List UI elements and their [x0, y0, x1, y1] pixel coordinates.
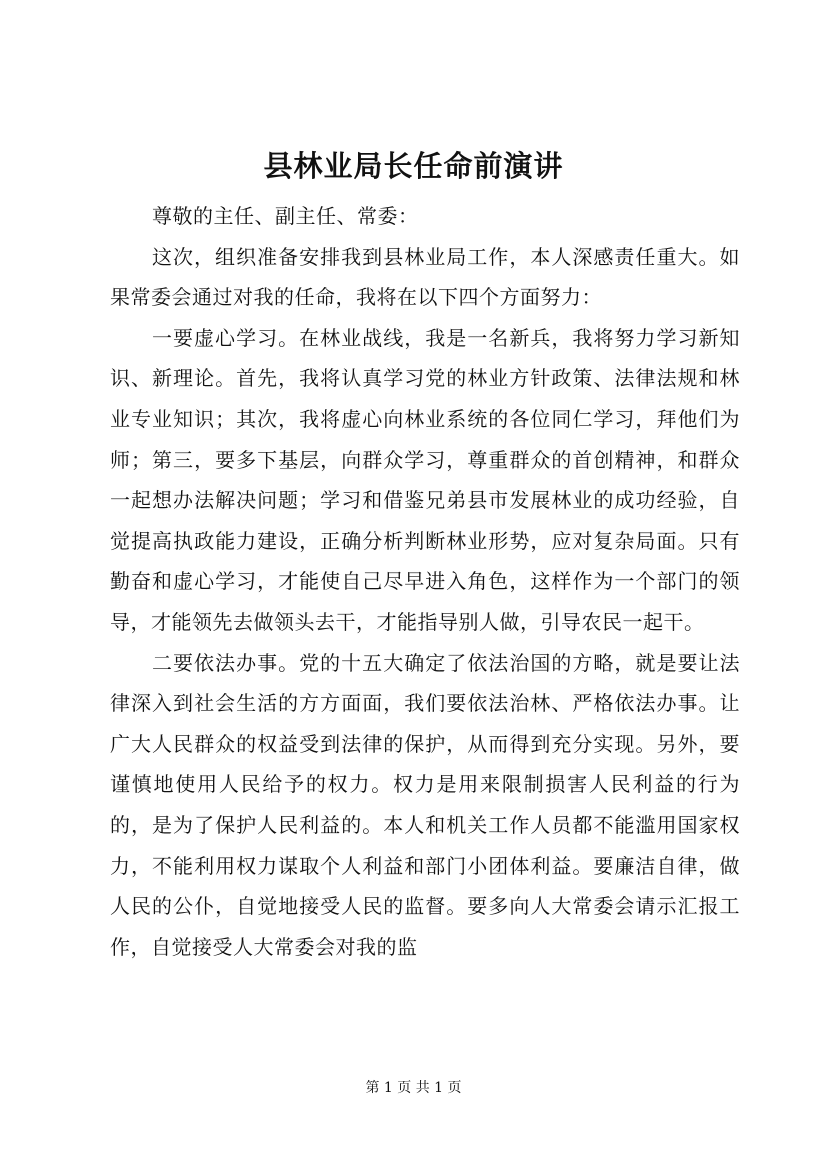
- page-number-footer: 第 1 页 共 1 页: [365, 1080, 462, 1096]
- learning-paragraph: 一要虚心学习。在林业战线，我是一名新兵，我将努力学习新知识、新理论。首先，我将认真学习党的林业方针政策、法律法规和林业专业知识；其次，我将虚心向林业系统的各位同仁学习，拜他们为师；第三，要多下基层，向群众学习，尊重群众的首创精神，和群众一起想办法解决问题；学习和借鉴兄弟县市发展林业的成功经验，自觉提高执政能力建设，正确分析判断林业形势，应对复杂局面。只有勤奋和虚心学习，才能使自己尽早进入角色，这样作为一个部门的领导，才能领先去做领头去干，才能指导别人做，引导农民一起干。: [110, 325, 740, 634]
- intro-paragraph: 这次，组织准备安排我到县林业局工作，本人深感责任重大。如果常委会通过对我的任命，我将在以下四个方面努力：: [110, 244, 740, 310]
- document-body: [110, 196, 740, 967]
- document-title: 县林业局长任命前演讲: [263, 149, 564, 183]
- salutation-paragraph: 尊敬的主任、副主任、常委：: [152, 204, 419, 228]
- law-paragraph: 二要依法办事。党的十五大确定了依法治国的方略，就是要让法律深入到社会生活的方方面面，我们要依法治林、严格依法办事。让广大人民群众的权益受到法律的保护，从而得到充分实现。另外，要谨慎地使用人民给予的权力。权力是用来限制损害人民利益的行为的，是为了保护人民利益的。本人和机关工作人员都不能滥用国家权力，不能利用权力谋取个人利益和部门小团体利益。要廉洁自律，做人民的公仆，自觉地接受人民的监督。要多向人大常委会请示汇报工作，自觉接受人大常委会对我的监: [110, 650, 740, 959]
